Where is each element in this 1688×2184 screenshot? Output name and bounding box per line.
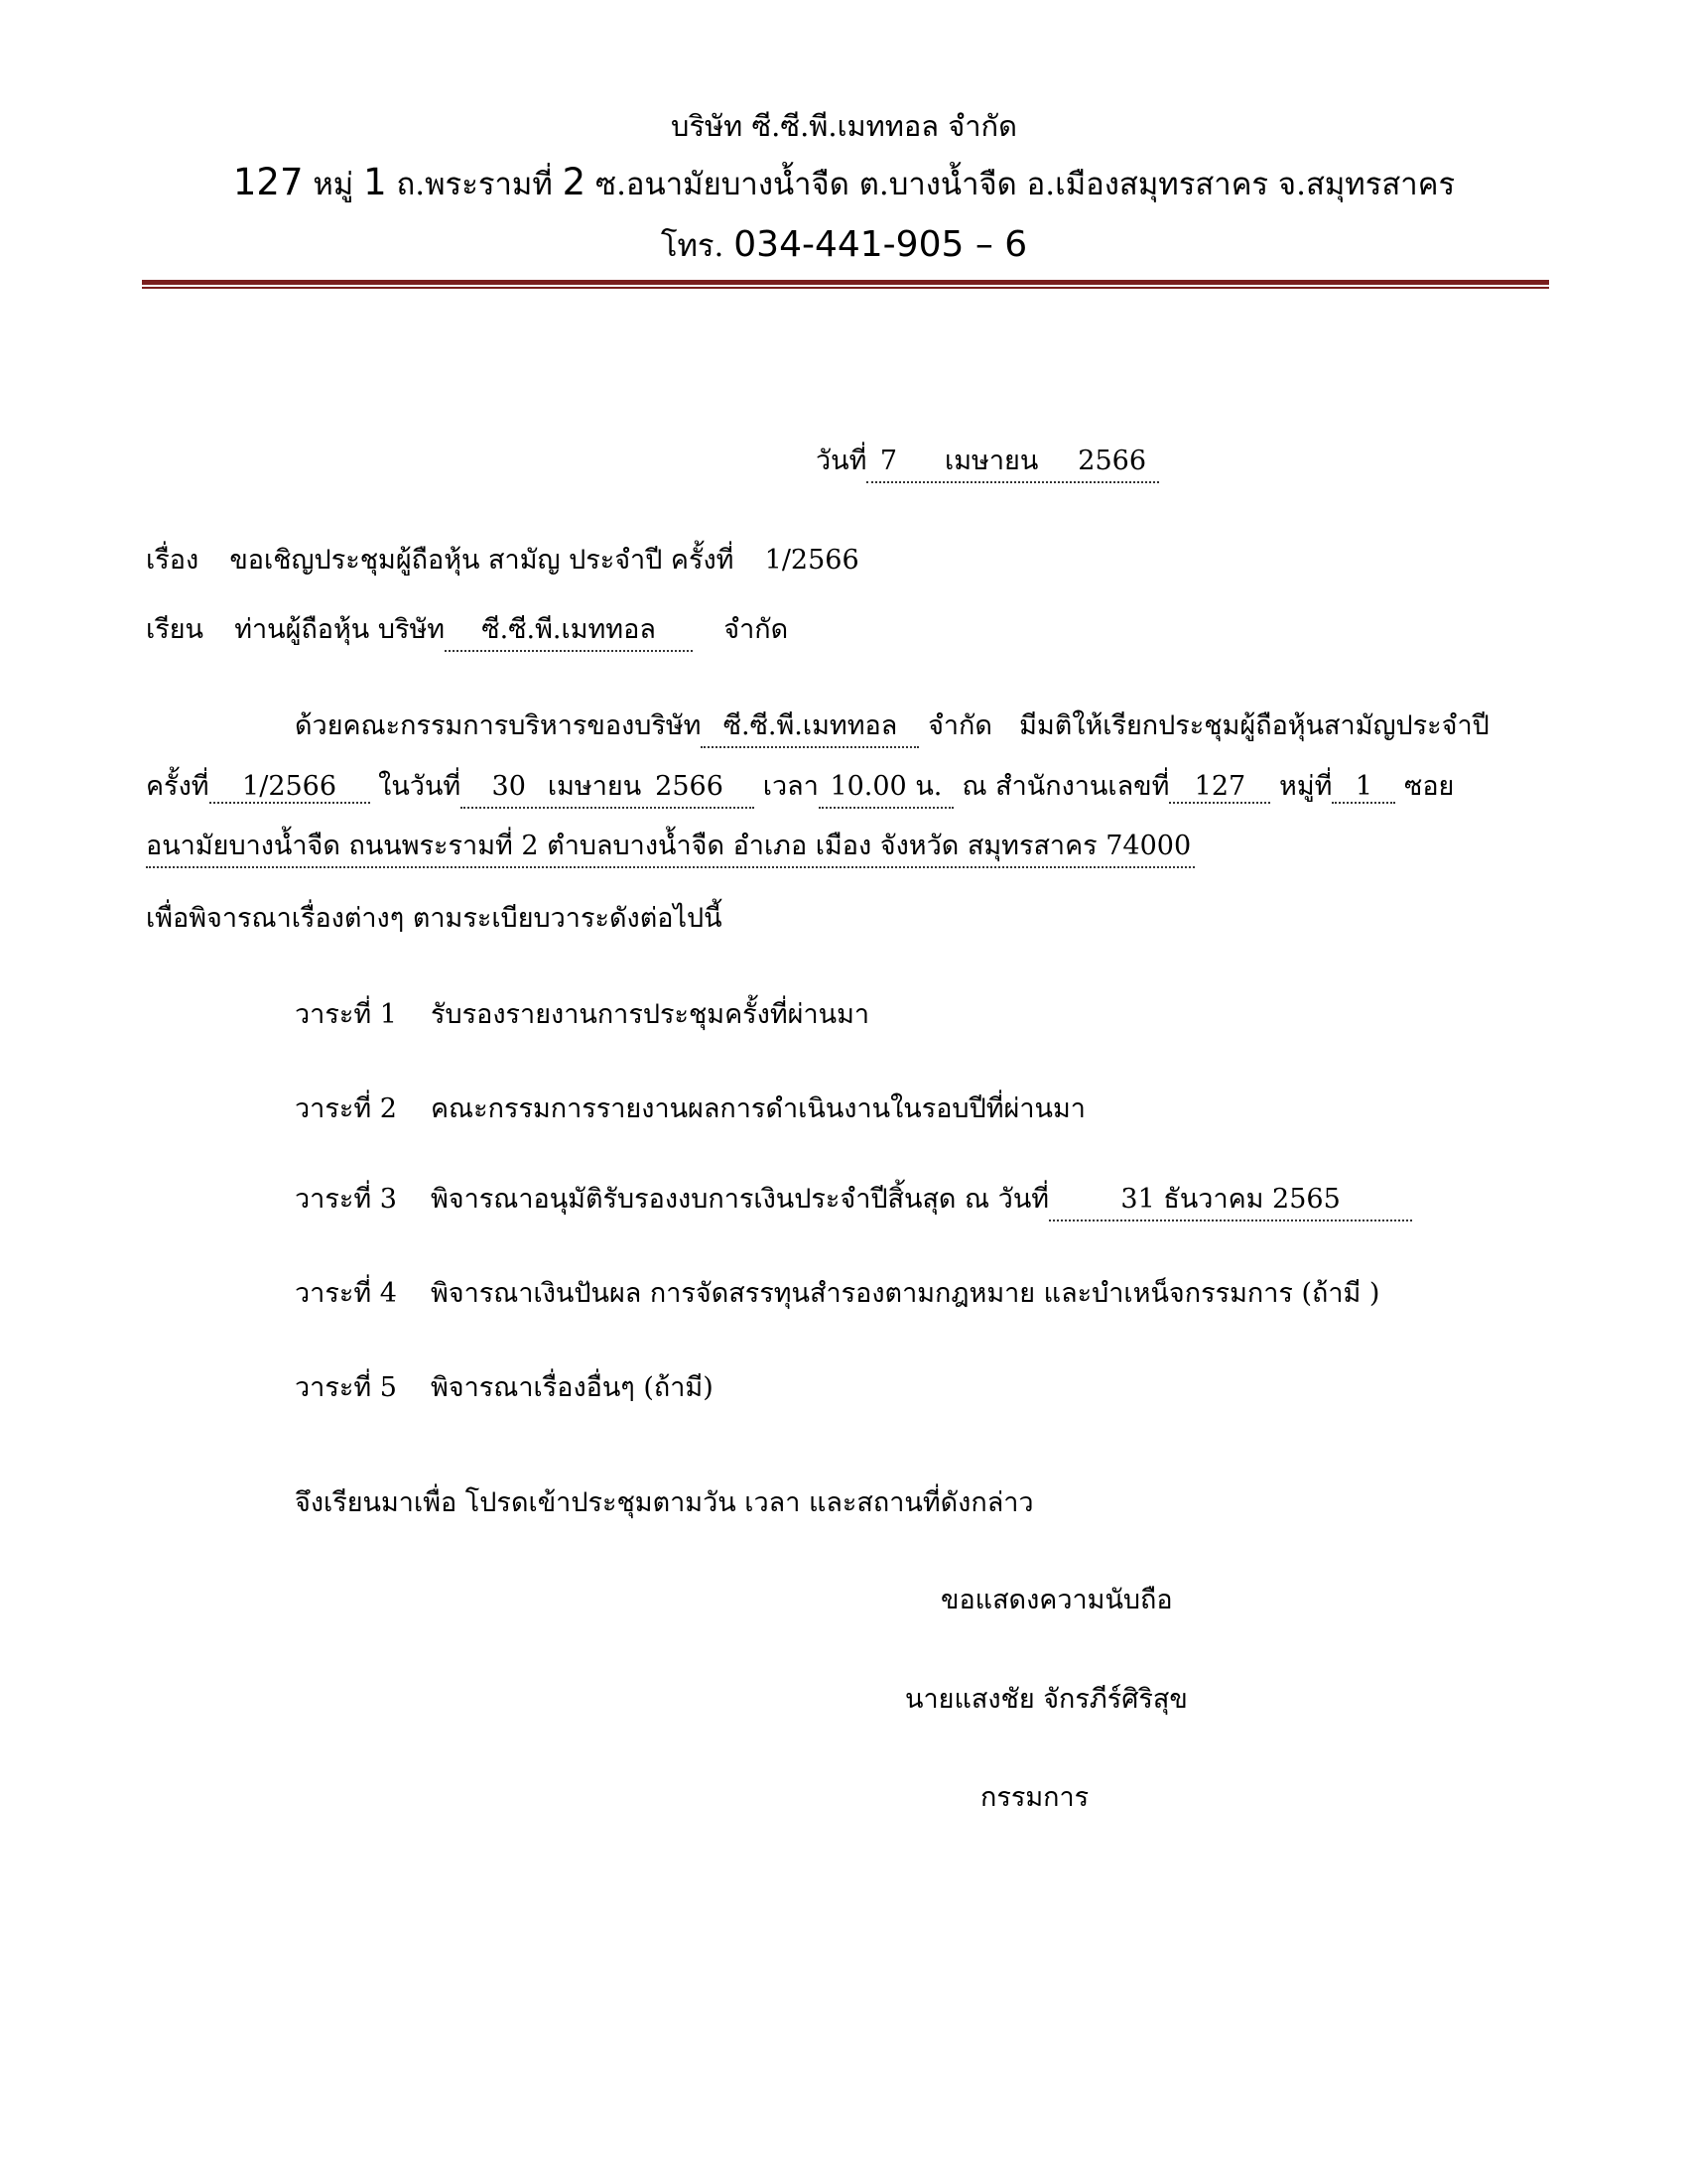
phone-label: โทร. — [660, 228, 734, 264]
closing-regards: ขอแสดงความนับถือ — [941, 1585, 1173, 1615]
signer-name: นายแสงชัย จักรภีร์ศิริสุข — [905, 1684, 1188, 1715]
recipient-suffix: จำกัด — [723, 614, 789, 645]
agenda-item-1 — [295, 992, 869, 1035]
company-phone — [0, 220, 1688, 270]
agenda-label: วาระที่ 4 — [295, 1278, 397, 1309]
subject-number: 1/2566 — [764, 545, 859, 576]
header-divider-thin — [142, 287, 1549, 289]
recipient-text: ท่านผู้ถือหุ้น บริษัท — [234, 614, 446, 645]
date-month: เมษายน — [945, 446, 1039, 476]
agenda-text: รับรองรายงานการประชุมครั้งที่ผ่านมา — [431, 999, 870, 1030]
agenda-text: คณะกรรมการรายงานผลการดำเนินงานในรอบปีที่ผ่านมา — [431, 1093, 1086, 1124]
paragraph-company-suffix: จำกัด — [928, 710, 992, 741]
phone-number: 034-441-905 – 6 — [733, 224, 1028, 265]
paragraph-line-4: เพื่อพิจารณาเรื่องต่างๆ ตามระเบียบวาระดังต่อไปนี้ — [146, 903, 722, 934]
meeting-date-label: ในวันที่ — [378, 771, 461, 802]
meeting-no: 1/2566 — [209, 771, 370, 804]
moo-number: 1 — [1332, 771, 1395, 804]
subject-text: ขอเชิญประชุมผู้ถือหุ้น สามัญ ประจำปี ครั้งที่ — [229, 545, 734, 576]
meeting-time: 10.00 น. — [819, 764, 954, 809]
paragraph-company: ซี.ซี.พี.เมททอล — [701, 704, 919, 748]
office-no-label: ณ สำนักงานเลขที่ — [962, 771, 1170, 802]
paragraph-line-2 — [146, 764, 1454, 809]
agenda-item-3 — [295, 1177, 1412, 1221]
company-name: บริษัท ซี.ซี.พี.เมททอล จำกัด — [671, 109, 1017, 143]
agenda-text: พิจารณาเรื่องอื่นๆ (ถ้ามี) — [431, 1372, 714, 1403]
meeting-year: 2566 — [655, 771, 723, 802]
meeting-month: เมษายน — [547, 771, 642, 802]
meeting-date — [460, 764, 754, 809]
recipient-label: เรียน — [146, 614, 204, 645]
moo-label: หมู่ที่ — [1279, 771, 1333, 802]
agenda-label: วาระที่ 3 — [295, 1184, 397, 1215]
agenda-label: วาระที่ 1 — [295, 999, 397, 1030]
company-address — [0, 159, 1688, 208]
recipient-company: ซี.ซี.พี.เมททอล — [445, 607, 693, 652]
agenda-item-2 — [295, 1087, 1086, 1129]
address-road-number: 2 — [562, 161, 586, 203]
meeting-day: 30 — [491, 771, 526, 802]
meeting-location: อนามัยบางน้ำจืด ถนนพระรามที่ 2 ตำบลบางน้ำจืด อำเภอ เมือง จังหวัด สมุทรสาคร 74000 — [146, 824, 1195, 868]
agenda-text: พิจารณาเงินปันผล การจัดสรรทุนสำรองตามกฎหมาย และบำเหน็จกรรมการ (ถ้ามี ) — [431, 1278, 1380, 1309]
signer-position: กรรมการ — [980, 1782, 1090, 1813]
header-divider — [142, 280, 1549, 285]
agenda-label: วาระที่ 2 — [295, 1093, 397, 1124]
soi-label: ซอย — [1404, 771, 1455, 802]
address-house-number: 127 — [232, 161, 304, 203]
paragraph-intro: ด้วยคณะกรรมการบริหารของบริษัท — [295, 710, 702, 741]
address-moo-label: หมู่ — [303, 167, 364, 202]
office-no: 127 — [1169, 771, 1270, 804]
paragraph-line-3 — [146, 824, 1195, 868]
address-rest: ซ.อนามัยบางน้ำจืด ต.บางน้ำจืด อ.เมืองสมุทรสาคร จ.สมุทรสาคร — [585, 167, 1456, 202]
date-day: 7 — [879, 446, 898, 476]
paragraph-resolution: มีมติให้เรียกประชุมผู้ถือหุ้นสามัญประจำปี — [1019, 710, 1490, 741]
date-label: วันที่ — [816, 446, 867, 476]
address-moo-number: 1 — [363, 161, 387, 203]
meeting-time-label: เวลา — [762, 771, 819, 802]
address-road-label: ถ.พระรามที่ — [386, 167, 563, 202]
agenda-text: พิจารณาอนุมัติรับรองงบการเงินประจำปีสิ้นสุด ณ วันที่ — [431, 1184, 1050, 1215]
paragraph-line-1 — [295, 704, 1490, 748]
recipient-line — [146, 607, 788, 652]
date-year: 2566 — [1078, 446, 1146, 476]
agenda-item-4 — [295, 1271, 1379, 1314]
fiscal-year-end-date: 31 ธันวาคม 2565 — [1049, 1177, 1412, 1221]
date-line — [816, 439, 1159, 483]
meeting-no-label: ครั้งที่ — [146, 771, 209, 802]
date-fill — [866, 439, 1159, 483]
subject-line — [146, 538, 859, 580]
agenda-label: วาระที่ 5 — [295, 1372, 397, 1403]
subject-label: เรื่อง — [146, 545, 199, 576]
agenda-item-5 — [295, 1365, 714, 1408]
closing-line: จึงเรียนมาเพื่อ โปรดเข้าประชุมตามวัน เวลา และสถานที่ดังกล่าว — [295, 1487, 1034, 1518]
